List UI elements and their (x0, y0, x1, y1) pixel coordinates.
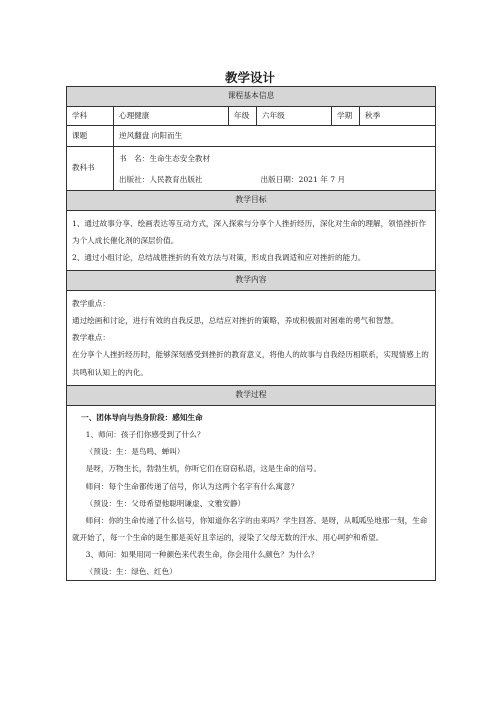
process-line: （预设：生：父母希望他聪明谦虚、文雅安静） (85, 498, 246, 508)
textbook-info (114, 147, 436, 191)
term-label: 学期 (332, 107, 360, 126)
process-header: 教学过程 (67, 385, 436, 405)
key-points-text: 通过绘画和讨论，进行有效的自我反思，总结应对挫折的策略，养成积极面对困难的勇气和智慧。 (72, 316, 399, 326)
term-value: 秋季 (360, 107, 436, 126)
process-body (67, 405, 436, 580)
stage-title: 一、团体导向与热身阶段：感知生命 (81, 412, 203, 422)
difficulties-label: 教学难点： (72, 333, 110, 343)
content-body (67, 291, 436, 385)
textbook-name: 书 名：生命生态安全教材 (119, 153, 211, 163)
grade-value: 六年级 (257, 107, 332, 126)
objective-item: 2、通过小组讨论，总结战胜挫折的有效方法与对策，形成自我调适和应对挫折的能力。 (72, 253, 366, 263)
publisher-line (119, 173, 430, 186)
subject-value: 心理健康 (114, 107, 229, 126)
process-line: （预设：生：绿色、红色） (85, 566, 177, 576)
objectives-header: 教学目标 (67, 191, 436, 211)
difficulties-text: 在分享个人挫折经历时，能够深刻感受到挫折的教育意义，将他人的故事与自我经历相联系，实现情感上的共鸣和认知上的内化。 (72, 350, 429, 377)
objectives-body (67, 211, 436, 271)
process-line: 3、师问：如果用同一种颜色来代表生命，你会用什么颜色？为什么？ (85, 549, 319, 559)
publication-date: 出版日期：2021 年 7 月 (260, 174, 346, 184)
key-points-label: 教学重点： (72, 299, 110, 309)
lesson-plan-table (66, 86, 436, 581)
topic-label: 课题 (67, 126, 114, 147)
process-line: （预设：生：是鸟鸣、蝉叫） (85, 447, 185, 457)
page-title: 教学设计 (224, 70, 275, 85)
topic-value: 逆风翻盘 向阳而生 (114, 126, 436, 147)
objective-item: 1、通过故事分享、绘画表达等互动方式，深入探索与分享个人挫折经历，深化对生命的理解，领悟挫折作为个人成长催化剂的深层价值。 (72, 219, 427, 246)
subject-label: 学科 (67, 107, 114, 126)
process-line: 师问：你的生命传递了什么信号，你知道你名字的由来吗？学生回答。是呀，从呱呱坠地那一刻，生命就开始了，每一个生命的诞生都是美好且幸运的，浸染了父母无数的汗水、用心呵护和希望。 (72, 515, 428, 542)
process-line: 是呀，万物生长，勃勃生机，你听它们在窃窃私语，这是生命的信号。 (85, 464, 322, 474)
basic-info-header: 课程基本信息 (67, 87, 436, 107)
grade-label: 年级 (229, 107, 257, 126)
textbook-label: 教科书 (67, 147, 114, 191)
process-line: 师问：每个生命都传递了信号，你认为这两个名字有什么寓意？ (85, 481, 299, 491)
content-header: 教学内容 (67, 271, 436, 291)
publisher: 出版社：人民教育出版社 (119, 174, 203, 184)
process-line: 1、师问：孩子们你感受到了什么？ (85, 430, 205, 440)
